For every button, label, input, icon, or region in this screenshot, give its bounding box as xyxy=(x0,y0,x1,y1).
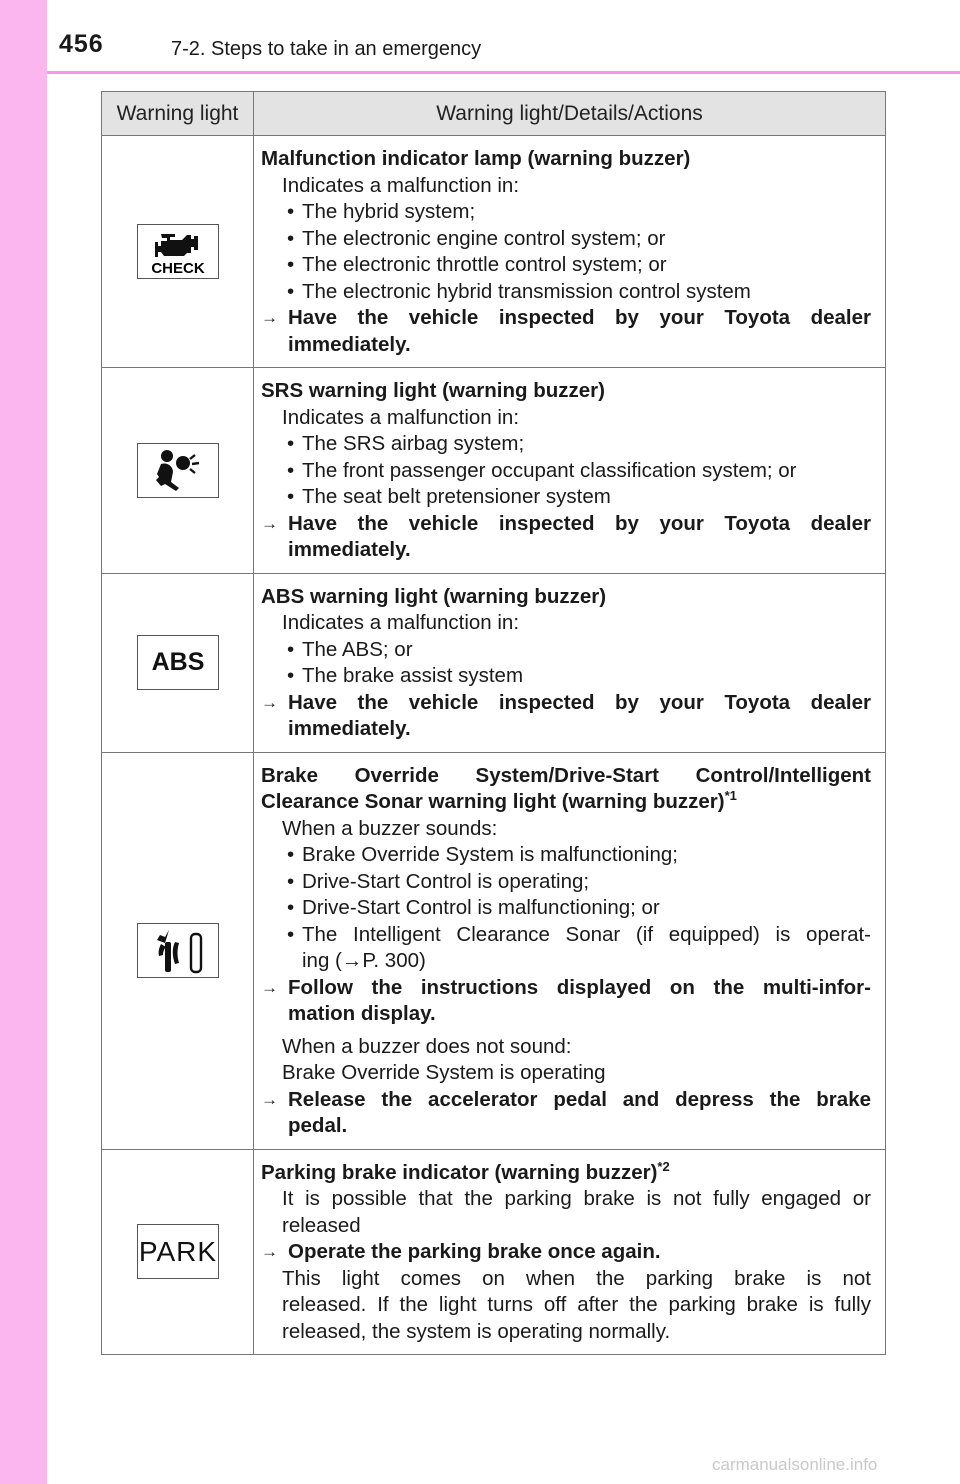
list-item: • The hybrid system; xyxy=(261,199,871,226)
check-engine-icon xyxy=(137,224,219,279)
table-row xyxy=(102,1149,886,1355)
action-instruction xyxy=(261,305,871,358)
list-item-line: ing (→P. 300) xyxy=(302,949,426,972)
list-item xyxy=(261,922,871,975)
list-item: • Drive-Start Control is malfunctioning; or xyxy=(261,895,871,922)
action-line: → Have the vehicle inspected by your Toyota dealer xyxy=(288,690,871,714)
details-cell xyxy=(254,752,886,1149)
intro-text: Indicates a malfunction in: xyxy=(282,611,520,634)
warning-title: ABS warning light (warning buzzer) xyxy=(261,584,607,608)
list-item: • The electronic engine control system; or xyxy=(261,226,871,253)
list-item: • The seat belt pretensioner system xyxy=(261,484,871,511)
park-icon xyxy=(137,1224,219,1279)
note-line: released, the system is operating normally. xyxy=(282,1319,671,1343)
column-header-warning-light: Warning light xyxy=(102,92,254,136)
details-cell xyxy=(254,573,886,752)
details-cell xyxy=(254,1149,886,1355)
park-icon-label: PARK xyxy=(138,1235,218,1267)
icon-cell xyxy=(102,136,254,368)
action-line: → Have the vehicle inspected by your Toyota dealer xyxy=(288,306,871,329)
page-number: 456 xyxy=(59,30,104,58)
intro-text xyxy=(261,1186,871,1239)
note-line: This light comes on when the parking brake is not xyxy=(282,1266,871,1290)
list-item: • The brake assist system xyxy=(261,663,871,690)
intro-line: It is possible that the parking brake is not fully engaged or xyxy=(282,1187,871,1210)
action-instruction xyxy=(261,1087,871,1140)
details-cell xyxy=(254,368,886,574)
action-line: → Follow the instructions displayed on the multi-infor- xyxy=(288,975,871,999)
table-row xyxy=(102,573,886,752)
action-instruction xyxy=(261,690,871,743)
list-item: • The front passenger occupant classification system; or xyxy=(261,458,871,485)
warning-light-table xyxy=(101,91,886,1355)
brake-override-icon xyxy=(137,923,219,978)
column-header-details: Warning light/Details/Actions xyxy=(254,92,886,136)
table-row xyxy=(102,136,886,368)
section-title: 7-2. Steps to take in an emergency xyxy=(171,38,482,60)
warning-title-line: Brake Override System/Drive-Start Control/Intelligent xyxy=(261,763,871,787)
abs-icon xyxy=(137,635,219,690)
icon-cell xyxy=(102,1149,254,1355)
table-header-row xyxy=(102,92,886,136)
intro-text: Indicates a malfunction in: xyxy=(282,173,520,197)
warning-title: Malfunction indicator lamp (warning buzzer) xyxy=(261,147,691,170)
table-row xyxy=(102,368,886,574)
details-cell xyxy=(254,136,886,368)
list-item-line: • The Intelligent Clearance Sonar (if equipped) is operat- xyxy=(302,922,871,946)
intro-text: Indicates a malfunction in: xyxy=(282,405,520,429)
note-text xyxy=(261,1266,871,1346)
list-item: • The SRS airbag system; xyxy=(261,431,871,458)
action-line: → Release the accelerator pedal and depress the brake xyxy=(288,1087,871,1111)
intro-text: When a buzzer sounds: xyxy=(282,816,498,840)
warning-title xyxy=(261,1160,871,1187)
list-item: • Drive-Start Control is operating; xyxy=(261,869,871,896)
list-item: • The electronic throttle control system; or xyxy=(261,252,871,279)
list-item: • Brake Override System is malfunctioning; xyxy=(261,842,871,869)
srs-airbag-icon xyxy=(137,443,219,498)
svg-text:CHECK: CHECK xyxy=(151,259,205,276)
action-line: immediately. xyxy=(288,332,411,356)
intro-text: When a buzzer does not sound: xyxy=(282,1034,572,1058)
abs-icon-label: ABS xyxy=(151,648,205,676)
warning-title-line xyxy=(261,789,871,816)
warning-title: SRS warning light (warning buzzer) xyxy=(261,379,605,402)
action-line: → Have the vehicle inspected by your Toyota dealer xyxy=(288,511,871,535)
footnote-marker: *1 xyxy=(724,788,737,804)
side-color-band xyxy=(0,0,47,1484)
note-line: released. If the light turns off after the parking brake is fully xyxy=(282,1293,871,1316)
list-item: • The electronic hybrid transmission control system xyxy=(261,279,871,306)
icon-cell xyxy=(102,752,254,1149)
footnote-marker: *2 xyxy=(657,1158,670,1174)
action-instruction: → Operate the parking brake once again. xyxy=(261,1239,871,1266)
page-header xyxy=(47,0,960,74)
intro-detail: Brake Override System is operating xyxy=(282,1061,606,1084)
action-line: mation display. xyxy=(288,1002,436,1025)
table-row xyxy=(102,752,886,1149)
action-instruction xyxy=(261,511,871,564)
icon-cell xyxy=(102,573,254,752)
action-line: immediately. xyxy=(288,717,411,740)
action-line: immediately. xyxy=(288,538,411,561)
header-rule xyxy=(47,71,960,74)
action-instruction xyxy=(261,975,871,1028)
warning-title-text: Clearance Sonar warning light (warning buzzer) xyxy=(261,790,725,813)
list-item: • The ABS; or xyxy=(261,637,871,664)
intro-line: released xyxy=(282,1213,361,1237)
icon-cell xyxy=(102,368,254,574)
watermark: carmanualsonline.info xyxy=(712,1455,878,1474)
action-line: pedal. xyxy=(288,1114,348,1137)
warning-title-text: Parking brake indicator (warning buzzer) xyxy=(261,1160,658,1184)
